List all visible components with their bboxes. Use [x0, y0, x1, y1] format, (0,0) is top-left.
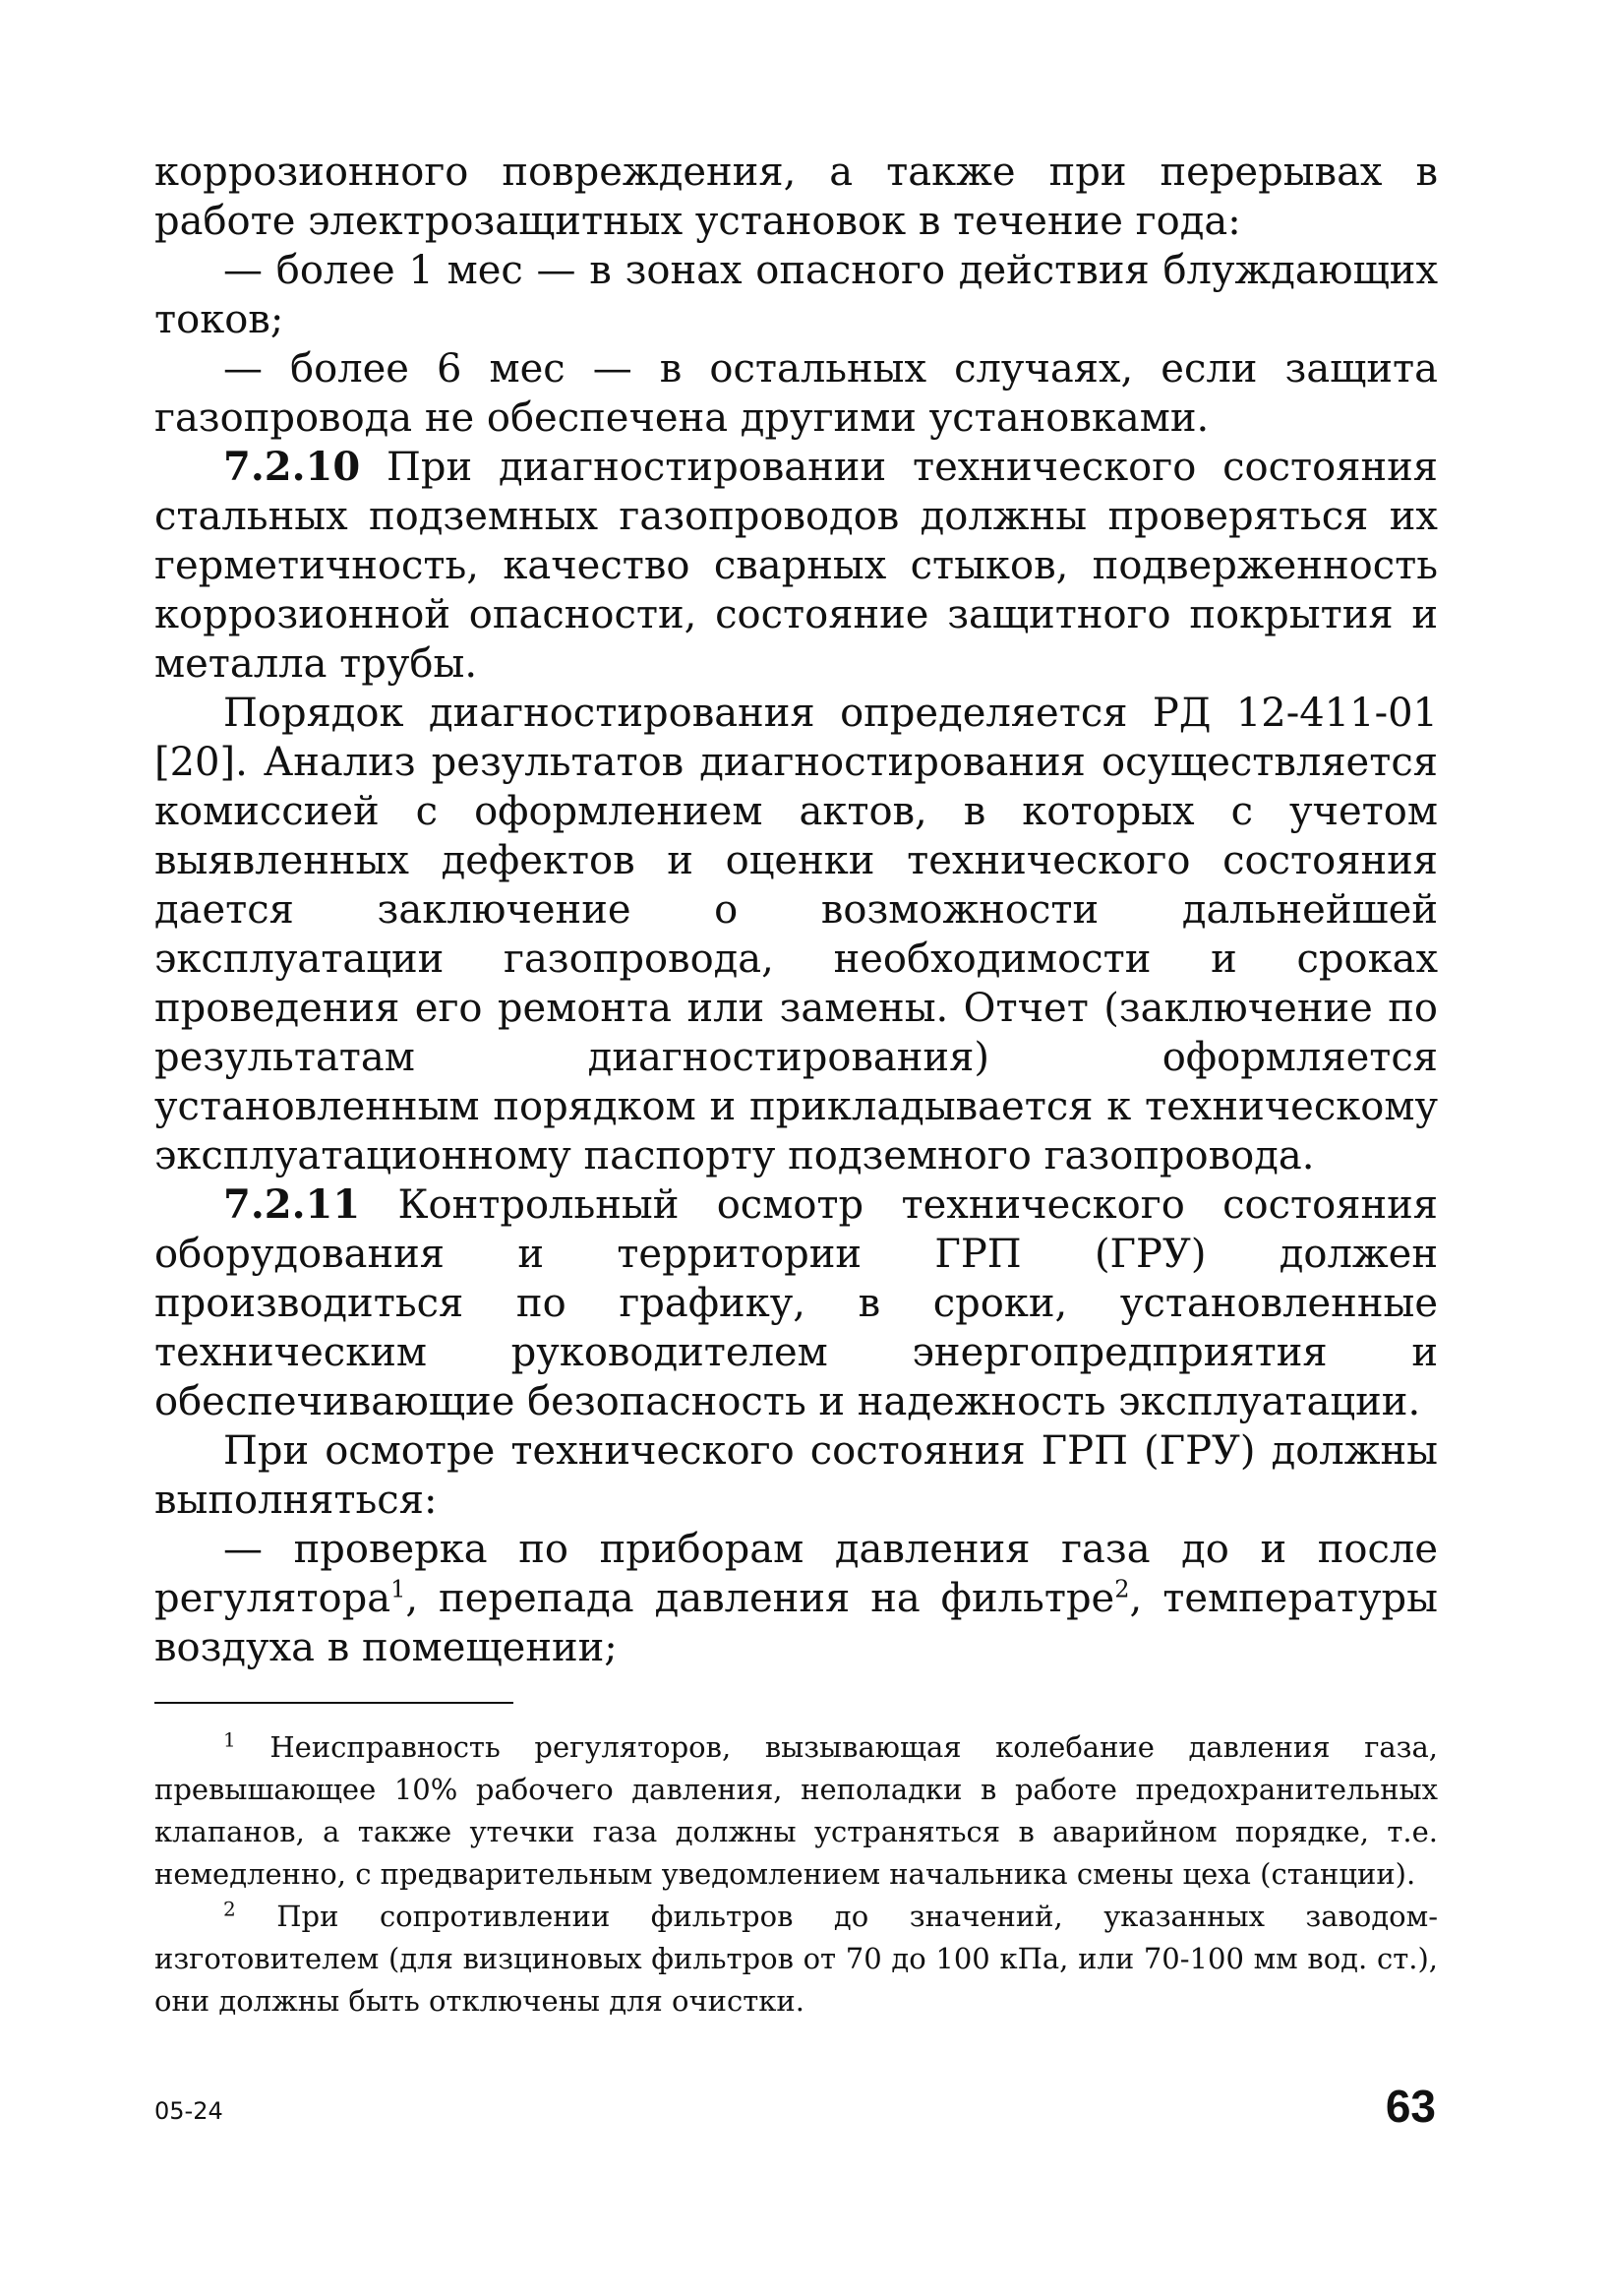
signature-code: 05-24	[154, 2097, 223, 2125]
paragraph-text: , перепада давления на фильтре	[405, 1576, 1115, 1621]
paragraph-text: коррозионного повреждения, а также при перерывах в работе электрозащитных установок в течение года:	[154, 150, 1438, 244]
footnote-ref-2[interactable]: 2	[1114, 1575, 1130, 1603]
paragraph-text: — проверка по приборам давления газа до и после регулятора	[154, 1527, 1438, 1621]
paragraph-text: Порядок диагностирования определяется РД 12-411-01 [20]. Анализ результатов диагностирования осуществляется комиссией с оформлением актов, в которых с учетом выявленных дефектов и оценки технического состояния дается заключение о возможности дальнейшей эксплуатации газопровода, необходимости и сроках проведения его ремонта или замены. Отчет (заключение по результатам диагностирования) оформляется установленным порядком и прикладывается к техническому эксплуатационному паспорту подземного газопровода.	[154, 691, 1438, 1178]
list-item-pressure-check	[154, 1525, 1438, 1672]
footnote-text: Неисправность регуляторов, вызывающая колебание давления газа, превышающее 10% рабочего давления, неполадки в работе предохранительных клапанов, а также утечки газа должны устраняться в аварийном порядке, т.е. немедленно, с предварительным уведомлением начальника смены цеха (станции).	[154, 1730, 1438, 1891]
footnote-2	[154, 1896, 1438, 2023]
footnote-mark: 2	[223, 1897, 236, 1921]
footnote-1	[154, 1726, 1438, 1896]
list-item-1-month	[154, 246, 1438, 344]
paragraph-text: — более 6 мес — в остальных случаях, если защита газопровода не обеспечена другими установками.	[154, 346, 1438, 441]
paragraph-text: При диагностировании технического состояния стальных подземных газопроводов должны проверяться их герметичность, качество сварных стыков, подверженность коррозионной опасности, состояние защитного покрытия и металла трубы.	[154, 445, 1439, 687]
clause-number: 7.2.10	[223, 444, 361, 490]
paragraph-text: — более 1 мес — в зонах опасного действия блуждающих токов;	[154, 248, 1438, 342]
paragraph-text: Контрольный осмотр технического состояния оборудования и территории ГРП (ГРУ) должен производиться по графику, в сроки, установленные техническим руководителем энергопредприятия и обеспечивающие безопасность и надежность эксплуатации.	[154, 1182, 1439, 1424]
paragraph-inspection	[154, 1426, 1438, 1525]
footnotes	[154, 1726, 1438, 2023]
footnote-divider	[154, 1702, 513, 1704]
footnote-text: При сопротивлении фильтров до значений, указанных заводом-изготовителем (для визциновых фильтров от 70 до 100 кПа, или 70-100 мм вод. ст.), они должны быть отключены для очистки.	[154, 1900, 1438, 2018]
page-body	[154, 148, 1438, 1672]
list-item-6-months	[154, 344, 1438, 443]
page-number: 63	[1385, 2081, 1436, 2132]
paragraph-intro	[154, 148, 1438, 246]
paragraph-diagnostics-order	[154, 689, 1438, 1180]
footnote-ref-1[interactable]: 1	[390, 1575, 406, 1603]
clause-number: 7.2.11	[223, 1181, 361, 1228]
clause-7-2-10	[154, 443, 1438, 689]
footnote-mark: 1	[223, 1727, 236, 1752]
main-text	[154, 148, 1438, 1672]
paragraph-text: , температуры воздуха в помещении;	[154, 1576, 1438, 1670]
paragraph-text: При осмотре технического состояния ГРП (ГРУ) должны выполняться:	[154, 1428, 1438, 1523]
clause-7-2-11	[154, 1180, 1438, 1426]
